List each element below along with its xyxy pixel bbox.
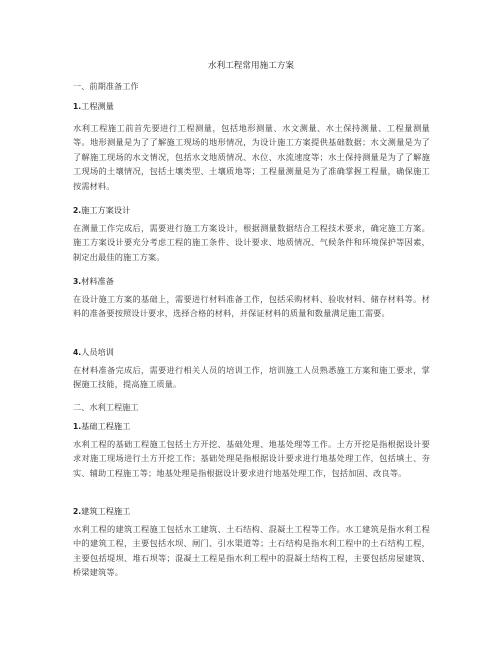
section-heading-preparation: 一、前期准备工作 <box>73 81 139 91</box>
subheading-title: 施工方案设计 <box>81 205 131 215</box>
paragraph-design: 在测量工作完成后，需要进行施工方案设计，根据测量数据结合工程技术要求，确定施工方案。施工方案设计要充分考虑工程的施工条件、设计要求、地质情况、气候条件和环境保护等因素，制定出最佳的施工方案。 <box>73 223 430 262</box>
paragraph-foundation: 水利工程的基础工程施工包括土方开挖、基础处理、地基处理等工作。土方开挖是指根据设计要求对施工现场进行土方开挖工作；基础处理是指根据设计要求进行地基处理工作，包括填土、夯实、辅助工程施工等；地基处理是指根据设计要求进行地基处理工作，包括加固、改良等。 <box>73 439 430 478</box>
subheading-title: 材料准备 <box>81 276 114 286</box>
subheading-design <box>73 204 130 217</box>
subheading-number: 2. <box>73 507 82 516</box>
paragraph-building: 水利工程的建筑工程施工包括水工建筑、土石结构、混凝土工程等工作。水工建筑是指水利工程中的建筑工程，主要包括水坝、闸门、引水渠道等；土石结构是指水利工程中的土石结构工程，主要包括堤坝、堆石坝等；混凝土工程是指水利工程中的混凝土结构工程，主要包括房屋建筑、桥梁建筑等。 <box>73 524 430 578</box>
subheading-survey <box>73 100 114 113</box>
paragraph-survey: 水利工程施工前首先要进行工程测量，包括地形测量、水文测量、水土保持测量、工程量测量等。地形测量是为了了解施工现场的地形情况，为设计施工方案提供基础数据；水文测量是为了了解施工现场的水文情况，包括水文地质情况、水位、水流速度等；水土保持测量是为了了解施工现场的土壤情况，包括土壤类型、土壤质地等；工程量测量是为了准确掌握工程量，确保施工按需材料。 <box>73 123 430 191</box>
subheading-materials <box>73 275 114 288</box>
subheading-number: 2. <box>73 206 82 215</box>
subheading-foundation <box>73 420 130 433</box>
subheading-number: 4. <box>73 348 82 357</box>
subheading-number: 3. <box>73 277 82 286</box>
subheading-title: 人员培训 <box>81 347 114 357</box>
subheading-number: 1. <box>73 102 82 111</box>
subheading-title: 工程测量 <box>81 101 114 111</box>
subheading-title: 建筑工程施工 <box>81 506 131 516</box>
paragraph-materials: 在设计施工方案的基础上，需要进行材料准备工作，包括采购材料、验收材料、储存材料等。材料的准备要按照设计要求，选择合格的材料，并保证材料的质量和数量满足施工需要。 <box>73 294 430 319</box>
section-heading-construction: 二、水利工程施工 <box>73 402 139 412</box>
subheading-title: 基础工程施工 <box>81 421 131 431</box>
document-title: 水利工程常用施工方案 <box>208 61 294 71</box>
subheading-number: 1. <box>73 422 82 431</box>
subheading-training <box>73 346 114 359</box>
paragraph-training: 在材料准备完成后，需要进行相关人员的培训工作，培训施工人员熟悉施工方案和施工要求，掌握施工技能，提高施工质量。 <box>73 365 430 390</box>
subheading-building <box>73 505 130 518</box>
